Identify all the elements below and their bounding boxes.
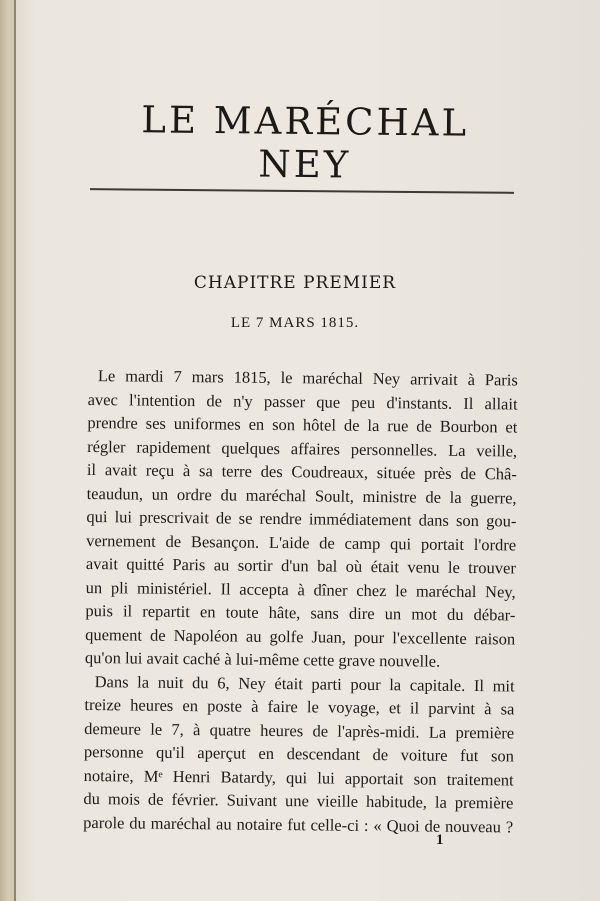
text-line: qui lui prescrivait de se rendre immédiatement dans son gou-	[86, 506, 517, 531]
text-line: quement de Napoléon au golfe Juan, pour l'excellente raison	[85, 624, 516, 648]
text-line: puis il repartit en toute hâte, sans dire un mot du débar-	[85, 600, 516, 625]
chapter-date: LE 7 MARS 1815.	[230, 315, 360, 331]
text-line: avec l'intention de n'y passer que peu d'instants. Il allait	[87, 389, 518, 414]
title-divider	[90, 188, 514, 194]
text-line: prendre ses uniformes en son hôtel de la rue de Bourbon et	[87, 412, 518, 437]
text-line: il avait reçu à sa terre des Coudreaux, située près de Châ-	[86, 459, 517, 484]
body-text	[83, 364, 518, 838]
page-title: LE MARÉCHAL NEY	[141, 98, 470, 187]
text-line: treize heures en poste à faire le voyage, et il parvint à sa	[84, 694, 515, 719]
page-number: 1	[436, 832, 444, 848]
text-line: un pli ministériel. Il accepta à dîner chez le maréchal Ney,	[85, 577, 516, 601]
text-line: qu'on lui avait caché à lui-même cette grave nouvelle.	[84, 647, 441, 671]
text-line: parole du maréchal au notaire fut celle-ci : « Quoi de nouveau ?	[83, 812, 514, 836]
chapter-heading: CHAPITRE PREMIER	[193, 273, 397, 293]
text-line: avait quitté Paris au sortir d'un bal où était venu le trouver	[85, 553, 516, 578]
text-line: Le mardi 7 mars 1815, le maréchal Ney arrivait à Paris	[97, 366, 518, 390]
spine-edge	[14, 0, 16, 901]
text-line: régler rapidement quelques affaires personnelles. La veille,	[87, 436, 518, 460]
text-line: vernement de Besançon. L'aide de camp qui portait l'ordre	[86, 530, 517, 554]
text-line: personne qu'il aperçut en descendant de voiture fut son	[83, 741, 515, 766]
text-line: notaire, Mᵉ Henri Batardy, qui lui apportait son traitement	[83, 765, 514, 789]
text-line: teaudun, un ordre du maréchal Soult, ministre de la guerre,	[86, 483, 517, 507]
text-line: Dans la nuit du 6, Ney était parti pour la capitale. Il mit	[94, 671, 515, 695]
text-line: du mois de février. Suivant une vieille habitude, la première	[83, 788, 514, 813]
text-line: demeure le 7, à quatre heures de l'après-midi. La première	[84, 718, 515, 742]
